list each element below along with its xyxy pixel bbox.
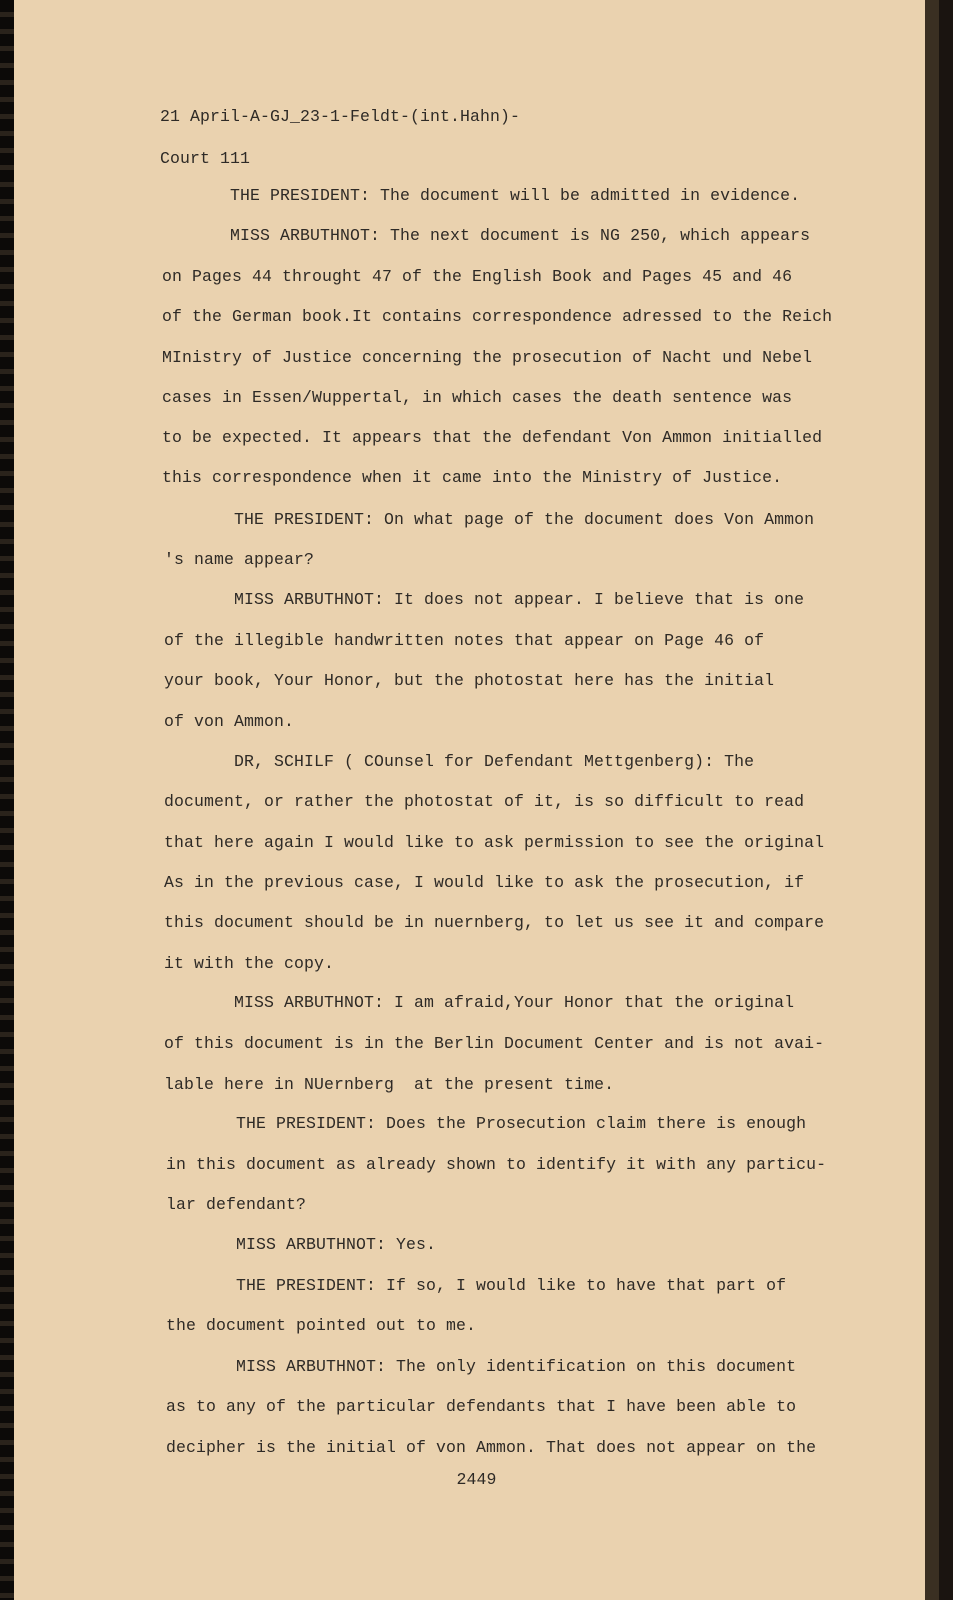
text-line: MISS ARBUTHNOT: I am afraid,Your Honor that the original xyxy=(234,993,795,1012)
text-line: to be expected. It appears that the defendant Von Ammon initialled xyxy=(162,428,823,447)
text-line: your book, Your Honor, but the photostat here has the initial xyxy=(164,671,775,690)
text-line: of the German book.It contains correspondence adressed to the Reich xyxy=(162,307,833,326)
text-line: it with the copy. xyxy=(164,954,335,973)
text-line: THE PRESIDENT: On what page of the document does Von Ammon xyxy=(234,510,815,529)
header-line: 21 April-A-GJ_23-1-Feldt-(int.Hahn)- xyxy=(160,107,521,126)
binding-edge xyxy=(0,0,14,1600)
text-line: MInistry of Justice concerning the prosecution of Nacht und Nebel xyxy=(162,348,813,367)
text-line: on Pages 44 throught 47 of the English Book and Pages 45 and 46 xyxy=(162,267,793,286)
text-line: decipher is the initial of von Ammon. That does not appear on the xyxy=(166,1438,817,1457)
text-line: cases in Essen/Wuppertal, in which cases the death sentence was xyxy=(162,388,793,407)
page-number: 2449 xyxy=(456,1470,497,1489)
text-line: the document pointed out to me. xyxy=(166,1316,477,1335)
text-line: MISS ARBUTHNOT: Yes. xyxy=(236,1235,437,1254)
text-line: in this document as already shown to identify it with any particu- xyxy=(166,1155,827,1174)
text-line: this correspondence when it came into the Ministry of Justice. xyxy=(162,468,783,487)
text-line: THE PRESIDENT: The document will be admitted in evidence. xyxy=(230,186,801,205)
text-line: As in the previous case, I would like to ask the prosecution, if xyxy=(164,873,805,892)
text-line: MISS ARBUTHNOT: It does not appear. I believe that is one xyxy=(234,590,805,609)
text-line: document, or rather the photostat of it, is so difficult to read xyxy=(164,792,805,811)
text-line: THE PRESIDENT: If so, I would like to have that part of xyxy=(236,1276,787,1295)
document-page xyxy=(14,0,939,1600)
text-line: MISS ARBUTHNOT: The next document is NG 250, which appears xyxy=(230,226,811,245)
page-edge-shadow xyxy=(925,0,939,1600)
text-line: that here again I would like to ask permission to see the original xyxy=(164,833,825,852)
text-line: 's name appear? xyxy=(164,550,315,569)
text-line: MISS ARBUTHNOT: The only identification on this document xyxy=(236,1357,797,1376)
text-line: of von Ammon. xyxy=(164,712,295,731)
text-line: lar defendant? xyxy=(166,1195,307,1214)
court-line: Court 111 xyxy=(160,149,251,168)
text-line: this document should be in nuernberg, to let us see it and compare xyxy=(164,913,825,932)
text-line: of the illegible handwritten notes that appear on Page 46 of xyxy=(164,631,765,650)
text-line: lable here in NUernberg at the present time. xyxy=(164,1075,615,1094)
text-line: of this document is in the Berlin Document Center and is not avai- xyxy=(164,1034,825,1053)
text-line: DR, SCHILF ( COunsel for Defendant Mettgenberg): The xyxy=(234,752,755,771)
text-line: as to any of the particular defendants that I have been able to xyxy=(166,1397,797,1416)
text-line: THE PRESIDENT: Does the Prosecution claim there is enough xyxy=(236,1114,807,1133)
